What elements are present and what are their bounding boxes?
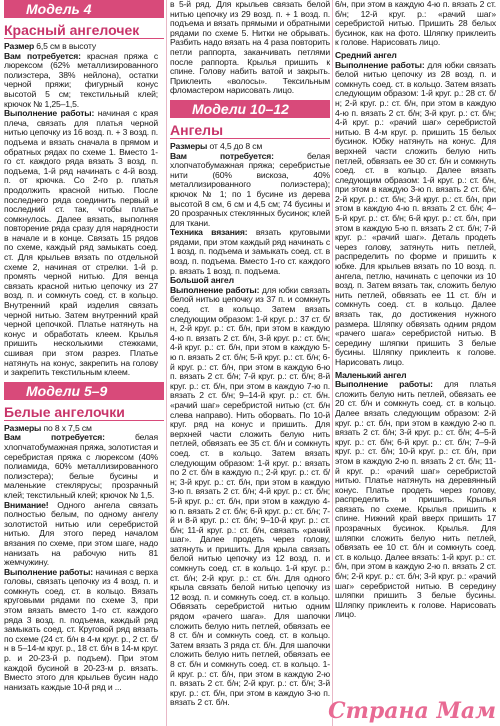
models-10-12-header: Модели 10–12: [170, 100, 330, 118]
instructions-paragraph: Выполнение работы: для юбки связать белой нитью цепочку из 37 п. и сомкнуть соед. ст. в кольцо. Затем вязать следующим образом: 1-й круг. р.: 37 ст. б/н, 2-й круг. р.: ст. б/н, при этом в каждую 4-ю п. вязать 2 ст. б/н, 3-й круг. р.: ст. б/н; 4-й круг. р.: ст. б/н, при этом в каждую 5-ю п. вязать 2 ст. б/н; 5-й круг. р.: ст. б/н; 6-й круг. р.: ст. б/н, при этом в каждую 6-ю п. вязать 2 ст. б/н; 7-й круг. р.: ст. б/н; 8-й круг. р.: ст. б/н, при этом в каждую 7-ю п. вязать 2 ст. б/н; 9–14-й круг. р.: ст. б/н. «рачий шаг» серебристой нитью (ст. б/н слева направо). Нить оборвать. По 10-й круг. ряд на конус и пришить. Для верхней части сложить белую нить петлей, обвязать ее 35 ст. б/н и сомкнуть соед. ст. в кольцо. Затем вязать следующим образом: 1-й круг. р.: вязать по 2 ст. б/н в каждую п.; 2-й круг. р.: ст. б/н; 3-й круг. р.: ст. б/н, при этом в каждую 3-ю п. вязать 2 ст. б/н; 4-й круг. р.: ст. б/н; 5-й круг. р.: ст. б/н, при этом в каждую 4-ю п. вязать 2 ст. б/н; 6-й круг. р.: ст. б/н; 7-й и 8-й круг. р.: ст. б/н; 9–10-й круг. р.: ст. б/н; 11-й круг. р.: ст. б/н, связать «рачий шаг». Далее продеть через голову, затянуть и пришить. Для крыла связать белой нитью цепочку из 12 возд. п. и сомкнуть соед. ст. в кольцо. 1-й круг. р.: ст. б/н; 2-й круг. р.: ст. б/н. Для одного крыла связать белой нитью цепочку из 12 возд. п. и сомкнуть соед. ст. в кольцо. Обвязать серебристой нитью одним рядом «рачего шага». Для шапочки сложить белую нить петлей, обвязать ее 8 ст. б/н и сомкнуть соед. ст. в кольцо. Затем вязать 3 ряда ст. б/н. Для шапочки сложить белую нить петлей, обвязать ее 8 ст. б/н и сомкнуть соед. ст. в кольцо. 1-й круг. р.: ст. б/н, при этом в каждую 2-ю п. вязать 2 ст. б/н; 2-й круг. р.: ст. б/н; 3-й круг. р.: ст. б/н, при этом в каждую 3-ю п. вязать 2 ст. б/н.: [170, 284, 330, 708]
column-middle: [170, 0, 330, 726]
model-4-header: Модель 4: [4, 0, 164, 18]
small-angel-title: Маленький ангел: [335, 369, 407, 380]
technique-paragraph: Техника вязания: вязать круговыми рядами, при этом каждый ряд начинать с 1 возд. п. подъема и замыкать соед. ст. в возд. п. подъема. Вместо 1-го ст. каждого р. вязать 1 возд. п. подъема.: [170, 227, 330, 276]
instructions-paragraph: Выполнение работы: для платья сложить белую нить петлей, обвязать ее 20 ст. б/н и сомкнуть соед. ст. в кольцо. Далее вязать следующим образом: 2-й круг. р.: ст. б/н, при этом в каждую 2-ю п. вязать 2 ст. б/н; 3-й круг. р.: ст. б/н; 4–5-й круг. р.: ст. б/н; 6-й круг. р.: ст. б/н; 7–9-й круг. р.: ст. б/н; 10-й круг. р.: ст. б/н, при этом в каждую 2-ю п. вязать 2 ст. б/н; 11-й круг. р.: «рачий шаг» серебристой нитью. Платье натянуть на деревянный конус. Платье продеть через голову, распределить и пришить. Крылья связать по схеме. Крылья пришить к спине. Нижний край вверх пришить 17 прозрачных бусинок. Крылья. Для шляпки сложить белую нить петлей, обвязать ее 10 ст. б/н и сомкнуть соед. ст. в кольцо. Далее вязать: 1-й круг. р.: ст. б/н, при этом в каждую 2-ю п. вязать 2 ст. б/н; 2-й круг. р.: ст. б/н; 3-й круг. р.: «рачий шаг» серебристой нитью. В середину шляпки пришить 3 белые бусины. Шляпку приклеить к голове. Нарисовать лицо.: [335, 379, 496, 620]
instructions-paragraph: Выполнение работы: для юбки связать белой нитью цепочку из 28 возд. п. и сомкнуть соед. ст. в кольцо. Затем вязать следующим образом: 1-й круг. р.: 28 ст. б/н; 2-й круг. р.: ст. б/н, при этом в каждую 4-ю п. вязать 2 ст. б/н; 3-й круг. р.: ст. б/н; 4-й круг. р.: «рачий шаг» серебристой нитью. В 4-м круг. р. пришить 15 белых бусинок. Юбку натянуть на конус. Для верхней части сложить белую нить петлей, обвязать ее 30 ст. б/н и сомкнуть соед. ст. в кольцо. Далее вязать следующим образом: 1-й круг. р.: ст. б/н, при этом в каждую 3-ю п. вязать 2 ст. б/н; 2-й круг. р.: ст. б/н; 3-й круг. р.: ст. б/н, при этом в каждую 4-ю п. вязать 2 ст. б/н; 4–5-й круг. р.: ст. б/н; 6-й круг. р.: ст. б/н, при этом в каждую 5-ю п. вязать 2 ст. б/н; 7-й круг. р.: «рачий шаг». Деталь продеть через голову, затянуть нить петлей, распределить по форме и пришить к юбке. Для крыльев вязать по 10 возд. п. ангела, петлю, начинать с цепочки из 10 возд. п. Затем вязать так, сложить белую нить петлей, обвязать ее 11 ст. б/н и сомкнуть соед. ст. в кольцо. Далее вязать так, до достижения нужного размера. Шляпку обвязать одним рядом «рачего шага» серебристой нитью. В середину шляпки пришить 3 белые бусины. Шляпку приклеить к голове. Нарисовать лицо.: [335, 59, 496, 367]
big-angel-title: Большой ангел: [170, 275, 234, 286]
column-right: [335, 0, 496, 726]
white-angels-title: Белые ангелочки: [4, 404, 164, 421]
materials-paragraph: Вам потребуется: белая хлопчатобумажная пряжа; серебристые нити (60% вискоза, 40% металлизированного полиэстера); крючок № 1; по 1 бусине из дерева высотой 8 см, 6 см и 4,5 см; 74 бусины и 20 прозрачных стеклянных бусинок; клей для ткани.: [170, 150, 330, 228]
continued-paragraph: 6/н, при этом в каждую 4-ю п. вязать 2 ст. б/н; 12-й круг. р.: «рачий шаг» серебристой нитью. Пришить 28 белых бусинок, как на фото. Шляпку приклеить к голове. Нарисовать лицо.: [335, 0, 496, 48]
angels-title: Ангелы: [170, 122, 330, 139]
attention-paragraph: Внимание! Одного ангела связать полностью белым, по одному ангелу золотистой нитью или серебристой нитью. Для этого перед началом вязания по схеме, при этом шаге, надо нанизать на рабочую нить 81 жемчужину.: [4, 499, 158, 568]
continued-paragraph: в 5-й ряд. Для крыльев связать белой нитью цепочку из 29 возд. п. + 1 возд. п. подъема и вязать прямыми и обратными рядами по схеме 5. Нитки не обрывать. Разбить надо вязать на 4 раза повторить петли раппорта, заканчивать петлями после раппорта. Крылья пришить к спине. Голову набить ватой и закрыть. Приклеить «волосы». Тексильным фломастером нарисовать лицо.: [170, 0, 330, 96]
column-divider: [332, 0, 333, 726]
instructions-paragraph: Выполнение работы: начиная с верха головы, связать цепочку из 4 возд. п. и сомкнуть соед. ст. в кольцо. Вязать круговыми рядами по схеме 3, при этом вязать вместо 1-го ст. каждого ряда 3 возд. п. подъема, каждый ряд замыкать соед. ст. Круговой ряд вязать по схеме (24 ст. б/н в 4-м круг. р., 2 ст. б/н в 5–14-м круг. р., 18 ст. б/н в 14-м круг. р. и 20-23-й р. подъем). При этом каждой бусиной в 20-23-м р. вязать. Вместо этого для крыльев бусин надо нанизать каждые 10-й ряд и ...: [4, 566, 158, 692]
red-angel-title: Красный ангелочек: [4, 22, 164, 39]
medium-angel-title: Средний ангел: [335, 49, 397, 60]
size-paragraph: Размеры по 8 х 7,5 см: [4, 422, 92, 433]
site-watermark: Страна Мам: [328, 698, 496, 724]
size-paragraph: Размеры от 4,5 до 8 см: [170, 140, 263, 151]
materials-paragraph: Вам потребуется: белая хлопчатобумажная пряжа, золотистая и серебристая пряжа с люрексом (40% полиамида, 60% металлизированного полиэстера); белые бусины и маленькие стеклярусы; прозрачный клей; текстильный клей; крючок № 1,5.: [4, 432, 158, 500]
materials-paragraph: Вам потребуется: красная пряжа с люрексом (62% металлизированного полиэстера, 38% нейлона), остатки черной пряжи; фигурный конус высотой 5 см; текстильный клей; крючок № 1,25–1,5.: [4, 50, 158, 109]
size-paragraph: Размер 6,5 см в высоту: [4, 41, 96, 51]
column-left: [4, 0, 164, 726]
column-divider: [166, 0, 167, 726]
models-5-9-header: Модели 5–9: [4, 382, 164, 400]
instructions-paragraph: Выполнение работы: начиная с края плеча, связать для платья черной нитью цепочку из 16 возд. п. + 3 возд. п. подъема и вязать сначала в прямом и обратных рядах по схеме 1. Вместо 1-го ст. каждого ряда вязать 3 возд. п. подъема, 1-й ряд начинать с 4-й возд. п. от крючка. Со 2-го р. платья продолжить красной нитью. После последнего ряда соединить первый и последний ст. так, чтобы платье сомкнулось. Далее вязать, выполняя повторение ряда сразу для нарядности в начале и в конце. Связать 15 рядов по схеме, каждый ряд замыкать соед. ст. Для крыльев вязать по отдельной схеме 2, начиная от стрелки. 1-й р. промять черной нитью. Для венца связать красной нитью цепочку из 27 возд. п. и сомкнуть соед. ст. в кольцо. Внутренний край изделия связать черной нитью. Затем внутренний край черной цепочкой. Платье натянуть на конус и обработать клеем. Крылья пришить несколькими стежками, сшивая при этом разрез. Платье натянуть на конус, закрепить на голову и закрепить текстильным клеем.: [4, 108, 159, 378]
